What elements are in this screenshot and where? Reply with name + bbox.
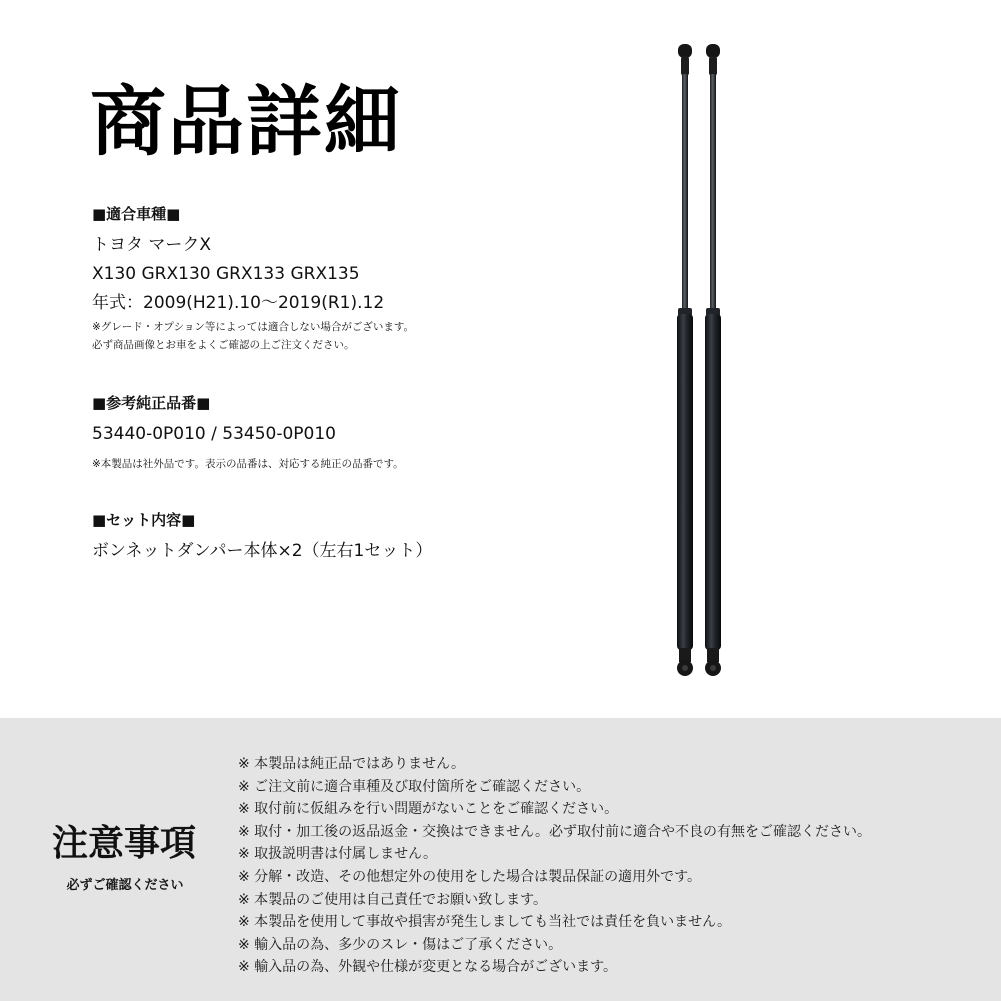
- notice-item: ※ 本製品のご使用は自己責任でお願い致します。: [238, 891, 548, 908]
- compat-heading: ■適合車種■: [92, 205, 181, 223]
- notice-item: ※ 本製品を使用して事故や損害が発生しましても当社では責任を負いません。: [238, 914, 732, 931]
- notice-panel: [0, 718, 1001, 1001]
- right-strut: [705, 44, 721, 676]
- notice-item: ※ 取付・加工後の返品返金・交換はできません。必ず取付前に適合や不良の有無をご確認ください。: [238, 823, 872, 840]
- set-contents-heading: ■セット内容■: [92, 511, 196, 529]
- compat-note: 必ず商品画像とお車をよくご確認の上ご注文ください。: [92, 339, 355, 351]
- notice-item: ※ 輸入品の為、外観や仕様が変更となる場合がございます。: [238, 959, 618, 976]
- set-contents-value: ボンネットダンパー本体×2（左右1セット）: [92, 541, 433, 561]
- compat-line: 年式：2009(H21).10〜2019(R1).12: [92, 293, 385, 313]
- notice-subtitle: 必ずご確認ください: [66, 878, 184, 893]
- compat-line: トヨタ マークX: [92, 235, 212, 255]
- compat-line: X130 GRX130 GRX133 GRX135: [92, 264, 360, 284]
- left-strut: [677, 44, 693, 676]
- compat-note: ※グレード・オプション等によっては適合しない場合がございます。: [92, 321, 415, 333]
- notice-item: ※ 取扱説明書は付属しません。: [238, 846, 438, 863]
- part-number-value: 53440-0P010 / 53450-0P010: [92, 424, 336, 444]
- notice-title: 注意事項: [51, 823, 196, 864]
- product-info: [92, 203, 612, 566]
- notice-item: ※ 輸入品の為、多少のスレ・傷はご了承ください。: [238, 936, 563, 953]
- part-number-note: ※本製品は社外品です。表示の品番は、対応する純正の品番です。: [92, 458, 404, 470]
- notice-list: [238, 753, 871, 979]
- notice-item: ※ 本製品は純正品ではありません。: [238, 756, 466, 772]
- notice-item: ※ ご注文前に適合車種及び取付箇所をご確認ください。: [238, 778, 591, 795]
- part-number-heading: ■参考純正品番■: [92, 394, 211, 412]
- gas-strut-image: [640, 38, 750, 688]
- notice-item: ※ 取付前に仮組みを行い問題がないことをご確認ください。: [238, 801, 619, 818]
- page-title: 商品詳細: [90, 77, 402, 166]
- notice-item: ※ 分解・改造、その他想定外の使用をした場合は製品保証の適用外です。: [238, 868, 702, 885]
